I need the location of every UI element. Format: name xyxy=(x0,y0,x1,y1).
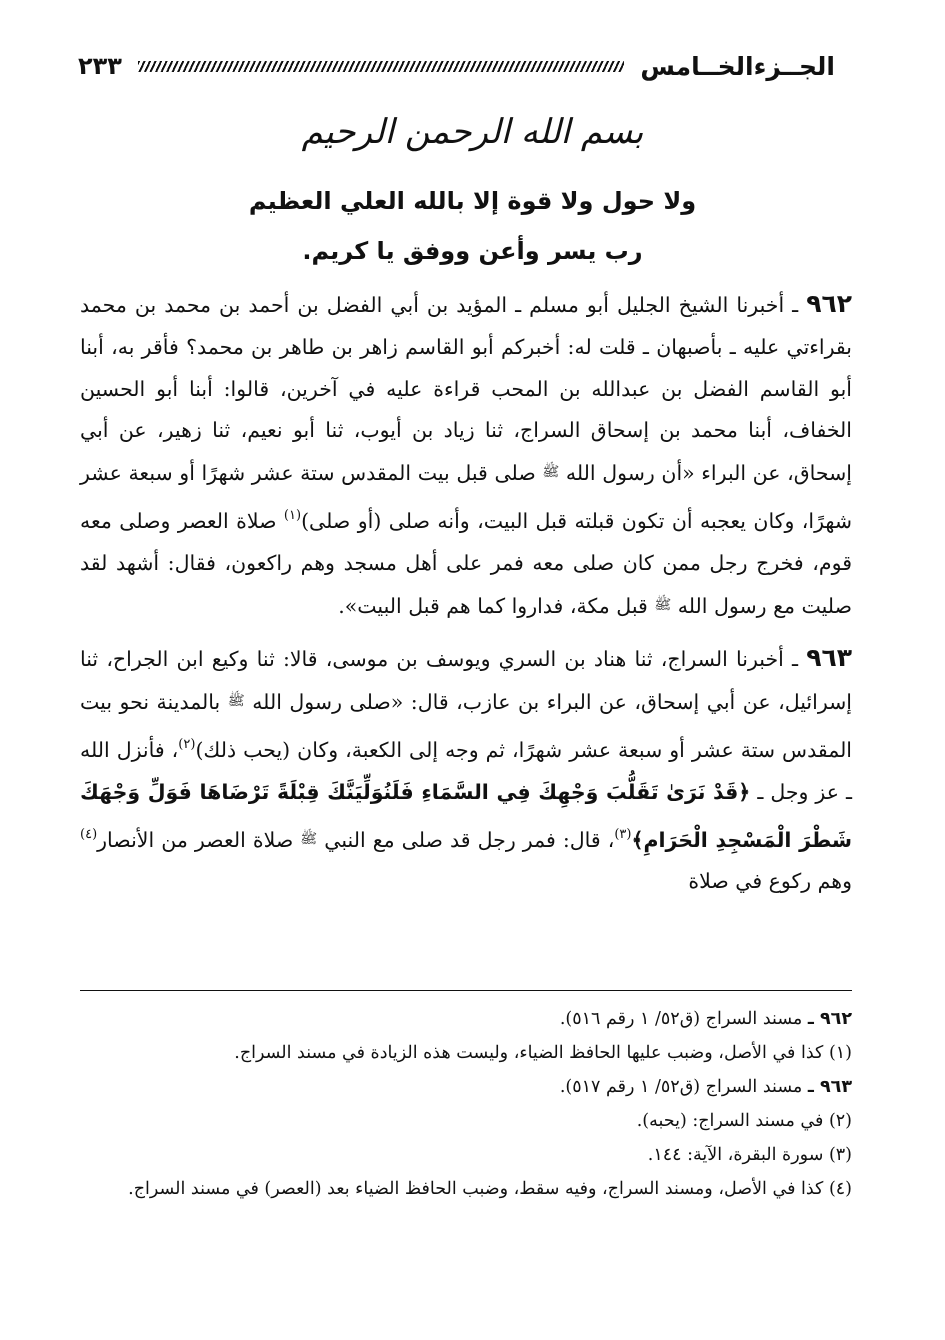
hadith-text: قبل مكة، فداروا كما هم قبل البيت». xyxy=(338,593,655,618)
hadith-text: صلى قبل بيت المقدس ستة عشر شهرًا أو سبعة عشر شهرًا، وكان يعجبه أن تكون قبلته قبل البيت، وأنه صلى (أو صلى) xyxy=(80,461,852,533)
footnote xyxy=(80,1104,852,1138)
invocation-line-2: رب يسر وأعن ووفق يا كريم. xyxy=(302,237,643,265)
footnote-ref: (٣) xyxy=(614,826,632,842)
footnote xyxy=(80,1036,852,1070)
honorific-glyph: ﷺ xyxy=(300,830,318,847)
hadith-number: ٩٦٢ xyxy=(806,289,852,318)
page-header xyxy=(78,46,835,86)
footnote-text: مسند السراج (ق٥٢/ ١ رقم ٥١٦). xyxy=(559,1009,808,1029)
footnote-ref: (١) xyxy=(283,507,302,523)
invocation-line-1: ولا حول ولا قوة إلا بالله العلي العظيم xyxy=(248,187,697,215)
footnote xyxy=(80,1002,852,1036)
main-text xyxy=(80,283,852,903)
basmala-calligraphy: بسم الله الرحمن الرحيم xyxy=(301,112,644,152)
footnotes xyxy=(80,1002,852,1206)
footnote-label: (٢) xyxy=(828,1111,852,1131)
hadith-text: صلاة العصر من الأنصار xyxy=(97,827,301,852)
footnote-text: سورة البقرة، الآية: ١٤٤. xyxy=(647,1145,829,1165)
hadith-text: ، قال: فمر رجل قد صلى مع النبي xyxy=(317,827,615,852)
footnote-ref: (٢) xyxy=(178,736,196,752)
footnote-label: ٩٦٣ ـ xyxy=(807,1077,852,1097)
hadith-text: ، فأنزل الله ـ عز وجل ـ xyxy=(80,737,852,804)
honorific-glyph: ﷺ xyxy=(542,464,560,481)
footnote-text: كذا في الأصل، وضبب عليها الحافظ الضياء، وليست هذه الزيادة في مسند السراج. xyxy=(234,1043,829,1063)
footnote-text: مسند السراج (ق٥٢/ ١ رقم ٥١٧). xyxy=(559,1077,808,1097)
honorific-glyph: ﷺ xyxy=(654,596,672,613)
page-number: ٢٣٣ xyxy=(78,52,122,80)
hadith-text: ـ أخبرنا السراج، ثنا هناد بن السري ويوسف بن موسى، قالا: ثنا وكيع ابن الجراح، ثنا إسرائيل، عن أبي إسحاق، عن البراء بن عازب، قال: «صلى رسول الله xyxy=(80,647,852,715)
hadith-text: صلاة العصر وصلى معه قوم، فخرج رجل ممن كان صلى معه فمر على أهل مسجد وهم راكعون، فقال: أشهد لقد صليت مع رسول الله xyxy=(80,508,852,618)
part-title: الجــزءالخــامس xyxy=(640,51,835,81)
footnote-text: في مسند السراج: (يحبه). xyxy=(636,1111,829,1131)
hadith-text: ـ أخبرنا الشيخ الجليل أبو مسلم ـ المؤيد بن أبي الفضل بن أحمد بن محمد بن محمد بقراءتي عليه ـ بأصبهان ـ قلت له: أخبركم أبو القاسم زاهر بن طاهر بن محمد؟ فأقر به، أبنا أبو القاسم الفضل بن عبدالله بن المحب قراءة عليه في آخرين، قالوا: أبنا أبو الحسين الخفاف، أبنا محمد بن إسحاق السراج، ثنا زياد بن أيوب، ثنا أبو نعيم، ثنا زهير، عن أبي إسحاق، عن البراء «أن رسول الله xyxy=(80,293,852,486)
header-decorative-rule xyxy=(138,61,624,72)
quran-verse: ﴿قَدْ نَرَىٰ تَقَلُّبَ وَجْهِكَ فِي السَّمَاءِ فَلَنُوَلِّيَنَّكَ قِبْلَةً تَرْضَاهَا فَوَلِّ وَجْهَكَ شَطْرَ الْمَسْجِدِ الْحَرَامِ﴾ xyxy=(80,779,852,852)
hadith-963 xyxy=(80,637,852,903)
footnote-label: (٣) xyxy=(828,1145,852,1165)
honorific-glyph: ﷺ xyxy=(227,693,245,710)
footnote xyxy=(80,1138,852,1172)
footnote-text: كذا في الأصل، ومسند السراج، وفيه سقط، وضبب الحافظ الضياء بعد (العصر) في مسند السراج. xyxy=(128,1179,829,1199)
hadith-text: وهم ركوع في صلاة xyxy=(688,869,852,894)
footnote-label: (١) xyxy=(828,1043,852,1063)
footnote-separator xyxy=(80,990,852,991)
footnote xyxy=(80,1172,852,1206)
hadith-number: ٩٦٣ xyxy=(806,643,852,673)
footnote-label: ٩٦٢ ـ xyxy=(807,1009,852,1029)
hadith-text: بالمدينة نحو بيت المقدس ستة عشر أو سبعة عشر شهرًا، ثم وجه إلى الكعبة، وكان (يحب ذلك) xyxy=(80,690,853,762)
footnote-ref: (٤) xyxy=(80,826,98,842)
hadith-962 xyxy=(80,283,852,627)
footnote-label: (٤) xyxy=(828,1179,852,1199)
footnote xyxy=(80,1070,852,1104)
